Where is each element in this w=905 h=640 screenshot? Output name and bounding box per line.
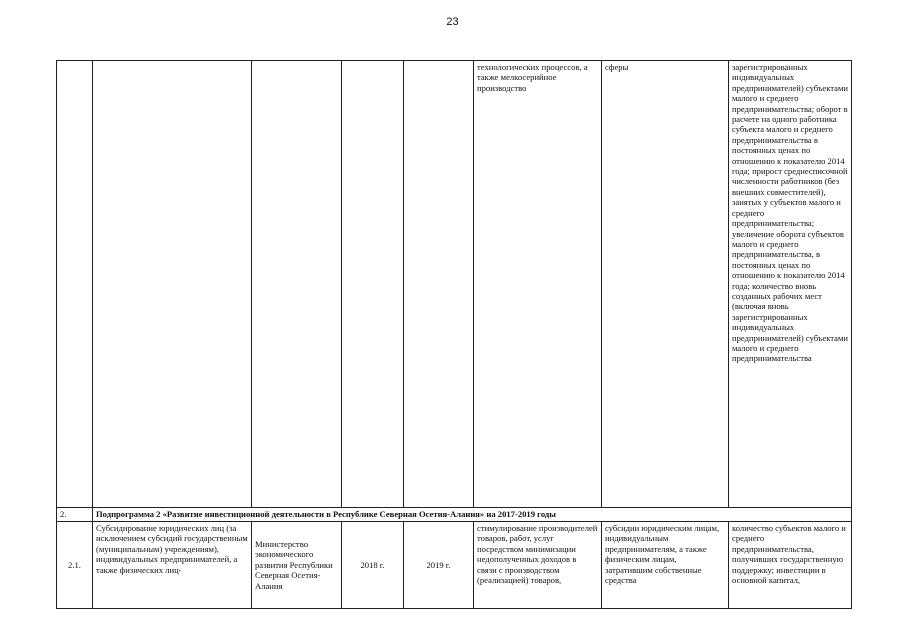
cell-indicators: зарегистрированных индивидуальных предпринимателей) субъектами малого и среднего предпринимательства; оборот в расчете на одного работника субъекта малого и среднего предпринимательства в постоянных ценах по отношению к показателю 2014 года; прирост среднесписочной численности работников (без внешних совместителей), занятых у субъектов малого и среднего предпринимательства; увеличение оборота субъектов малого и среднего предпринимательства, в постоянных ценах по отношению к показателю 2014 года; количество вновь созданных рабочих мест (включая вновь зарегистрированных индивидуальных предпринимателей) субъектами малого и среднего предпринимательства — [729, 61, 852, 508]
program-table — [56, 60, 852, 609]
item-name: Субсидирование юридических лиц (за исключением субсидий государственным (муниципальным) учреждениям), индивидуальных предпринимателей, а также физических лиц- — [93, 522, 252, 609]
table-row-item — [57, 522, 852, 609]
item-executor: Министерство экономического развития Республики Северная Осетия-Алания — [252, 522, 342, 609]
cell-result: технологических процессов, а также мелкосерийное производство — [474, 61, 602, 508]
section-num: 2. — [57, 508, 93, 522]
cell-start — [342, 61, 404, 508]
cell-num — [57, 61, 93, 508]
cell-end — [404, 61, 474, 508]
item-consequences: субсидии юридическим лицам, индивидуальным предпринимателям, а также физическим лицам, затратившим собственные средства — [602, 522, 729, 609]
item-result: стимулирование производителей товаров, работ, услуг посредством минимизации недополученных доходов в связи с производством (реализацией) товаров, — [474, 522, 602, 609]
cell-name — [93, 61, 252, 508]
section-title: Подпрограмма 2 «Развитие инвестиционной деятельности в Республике Северная Осетия-Алания» на 2017-2019 годы — [93, 508, 852, 522]
item-end: 2019 г. — [404, 522, 474, 609]
item-num: 2.1. — [57, 522, 93, 609]
cell-consequences: сферы — [602, 61, 729, 508]
item-start: 2018 г. — [342, 522, 404, 609]
table-row-continuation — [57, 61, 852, 508]
cell-executor — [252, 61, 342, 508]
page-number: 23 — [446, 16, 459, 28]
table-row-section — [57, 508, 852, 522]
item-indicators: количество субъектов малого и среднего предпринимательства, получивших государственную поддержку; инвестиции в основной капитал, — [729, 522, 852, 609]
